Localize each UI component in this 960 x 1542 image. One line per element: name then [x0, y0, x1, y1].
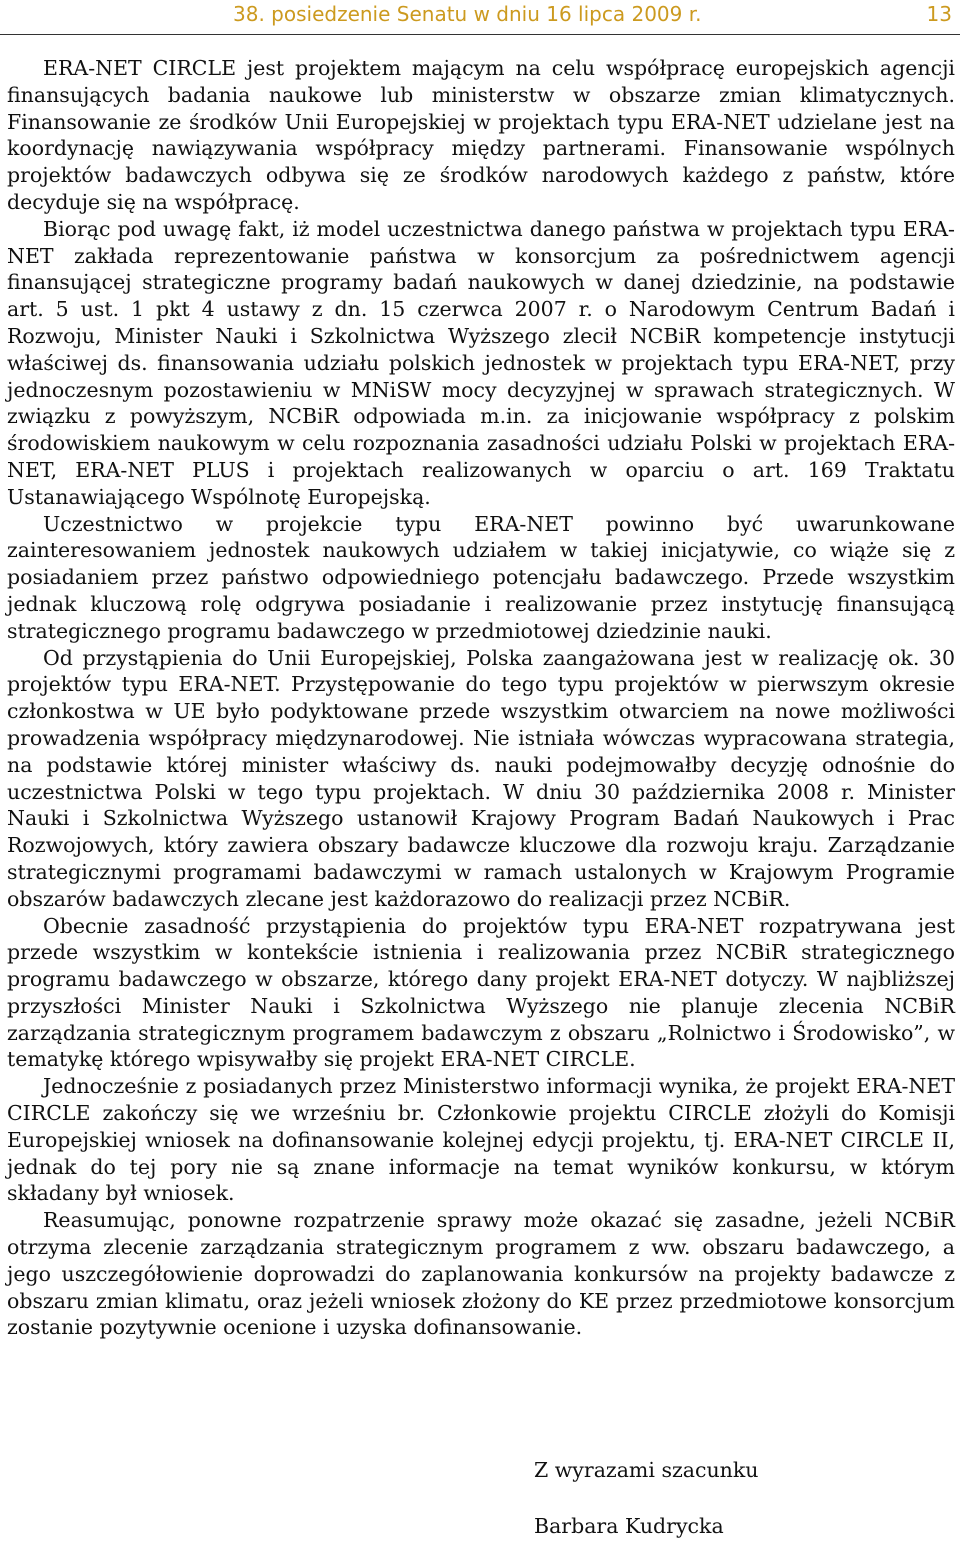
paragraph-5: Obecnie zasadność przystąpienia do projektów typu ERA-NET rozpatrywana jest przede wszystkim w kontekście istnienia i realizowania przez NCBiR strategicznego programu badawczego w obszarze, którego dany projekt ERA-NET dotyczy. W najbliższej przyszłości Minister Nauki i Szkolnictwa Wyższego nie planuje zlecenia NCBiR zarządzania strategicznym programem badawczym z obszaru „Rolnictwo i Środowisko”, w tematykę którego wpisywałby się projekt ERA-NET CIRCLE. [7, 913, 955, 1072]
paragraph-2: Biorąc pod uwagę fakt, iż model uczestnictwa danego państwa w projektach typu ERA-NET zakłada reprezentowanie państwa w konsorcjum za pośrednictwem agencji finansującej strategiczne programy badań naukowych w danej dziedzinie, na podstawie art. 5 ust. 1 pkt 4 ustawy z dn. 15 czerwca 2007 r. o Narodowym Centrum Badań i Rozwoju, Minister Nauki i Szkolnictwa Wyższego zlecił NCBiR kompetencje instytucji właściwej ds. finansowania udziału polskich jednostek w projektach typu ERA-NET, przy jednoczesnym pozostawieniu w MNiSW mocy decyzyjnej w sprawach strategicznych. W związku z powyższym, NCBiR odpowiada m.in. za inicjowanie współpracy z polskim środowiskiem naukowym w celu rozpoznania zasadności udziału Polski w projektach ERA-NET, ERA-NET PLUS i projektach realizowanych w oparciu o art. 169 Traktatu Ustanawiającego Wspólnotę Europejską. [7, 216, 955, 509]
header-title: 38. posiedzenie Senatu w dniu 16 lipca 2009 r. [233, 2, 702, 26]
paragraph-7: Reasumując, ponowne rozpatrzenie sprawy może okazać się zasadne, jeżeli NCBiR otrzyma zlecenie zarządzania strategicznym programem z ww. obszaru badawczego, a jego uszczegółowienie doprowadzi do zaplanowania konkursów na projekty badawcze z obszaru zmian klimatu, oraz jeżeli wniosek złożony do KE przez przedmiotowe konsorcjum zostanie pozytywnie ocenione i uzyska dofinansowanie. [7, 1208, 955, 1340]
signature-greeting: Z wyrazami szacunku [534, 1458, 759, 1482]
signature-name: Barbara Kudrycka [534, 1514, 724, 1538]
document-body [7, 55, 955, 1341]
page-number: 13 [926, 2, 952, 26]
paragraph-3: Uczestnictwo w projekcie typu ERA-NET powinno być uwarunkowane zainteresowaniem jednostek naukowych udziałem w takiej inicjatywie, co wiąże się z posiadaniem przez państwo odpowiedniego potencjału badawczego. Przede wszystkim jednak kluczową rolę odgrywa posiadanie i realizowanie przez instytucję finansującą strategicznego programu badawczego w przedmiotowej dziedzinie nauki. [7, 511, 955, 643]
paragraph-6: Jednocześnie z posiadanych przez Ministerstwo informacji wynika, że projekt ERA-NET CIRCLE zakończy się we wrześniu br. Członkowie projektu CIRCLE złożyli do Komisji Europejskiej wniosek na dofinansowanie kolejnej edycji projektu, tj. ERA-NET CIRCLE II, jednak do tej pory nie są znane informacje na temat wyników konkursu, w którym składany był wniosek. [7, 1074, 955, 1206]
paragraph-4: Od przystąpienia do Unii Europejskiej, Polska zaangażowana jest w realizację ok. 30 projektów typu ERA-NET. Przystępowanie do tego typu projektów w pierwszym okresie członkostwa w UE było podyktowane przede wszystkim otwarciem na nowe możliwości prowadzenia współpracy międzynarodowej. Nie istniała wówczas wypracowana strategia, na podstawie której minister właściwy ds. nauki podejmowałby decyzję odnośnie do uczestnictwa Polski w tego typu projektach. W dniu 30 października 2008 r. Minister Nauki i Szkolnictwa Wyższego ustanowił Krajowy Program Badań Naukowych i Prac Rozwojowych, który zawiera obszary badawcze kluczowe dla rozwoju kraju. Zarządzanie strategicznymi programami badawczymi w ramach ustalonych w Krajowym Programie obszarów badawczych zlecane jest każdorazowo do realizacji przez NCBiR. [7, 645, 955, 911]
page-header [0, 0, 960, 35]
paragraph-1: ERA-NET CIRCLE jest projektem mającym na celu współpracę europejskich agencji finansujących badania naukowe lub ministerstw w obszarze zmian klimatycznych. Finansowanie ze środków Unii Europejskiej w projektach typu ERA-NET udzielane jest na koordynację nawiązywania współpracy między partnerami. Finansowanie wspólnych projektów badawczych odbywa się ze środków narodowych każdego z państw, które decyduje się na współpracę. [7, 56, 955, 214]
